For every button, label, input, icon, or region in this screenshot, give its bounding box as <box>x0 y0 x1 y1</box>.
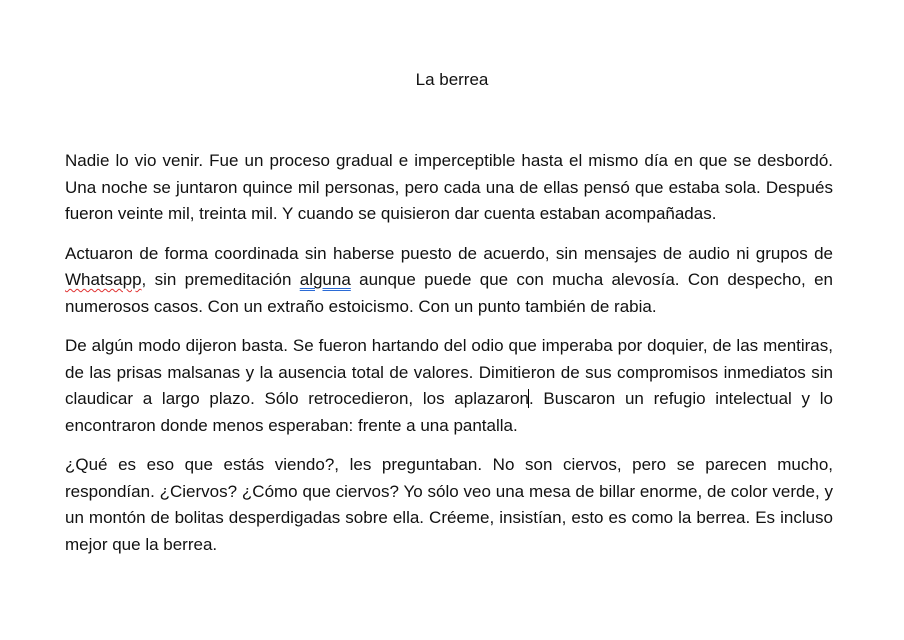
spelling-error-word[interactable]: Whatsapp <box>65 270 142 289</box>
document-body[interactable] <box>65 148 833 571</box>
document-title[interactable]: La berrea <box>415 70 489 89</box>
paragraph-3-text-b: . Buscaron un refugio intelectual y lo encontraron donde menos esperaban: frente a una pantalla. <box>65 389 833 435</box>
paragraph-2-text-c: aunque puede que con mucha alevosía. Con despecho, en numerosos casos. Con un extraño estoicismo. Con un punto también de rabia. <box>65 270 833 316</box>
paragraph-3-text-a: De algún modo dijeron basta. Se fueron hartando del odio que imperaba por doquier, de las mentiras, de las prisas malsanas y la ausencia total de valores. Dimitieron de sus compromisos inmediatos sin claudicar a largo plazo. Sólo retrocedieron, los aplazaron <box>65 336 833 408</box>
paragraph-1[interactable]: Nadie lo vio venir. Fue un proceso gradual e imperceptible hasta el mismo día en que se desbordó. Una noche se juntaron quince mil personas, pero cada una de ellas pensó que estaba sola. Después fueron veinte mil, treinta mil. Y cuando se quisieron dar cuenta estaban acompañadas. <box>65 151 833 223</box>
paragraph-2[interactable] <box>65 241 833 321</box>
grammar-suggestion-word[interactable]: alguna <box>299 270 351 289</box>
paragraph-4[interactable]: ¿Qué es eso que estás viendo?, les preguntaban. No son ciervos, pero se parecen mucho, respondían. ¿Ciervos? ¿Cómo que ciervos? Yo sólo veo una mesa de billar enorme, de color verde, y un montón de bolitas desperdigadas sobre ella. Créeme, insistían, esto es como la berrea. Es incluso mejor que la berrea. <box>65 455 833 554</box>
paragraph-2-text-a: Actuaron de forma coordinada sin haberse puesto de acuerdo, sin mensajes de audio ni grupos de <box>65 243 833 263</box>
paragraph-3[interactable] <box>65 333 833 439</box>
paragraph-2-text-b: , sin premeditación <box>141 270 300 289</box>
